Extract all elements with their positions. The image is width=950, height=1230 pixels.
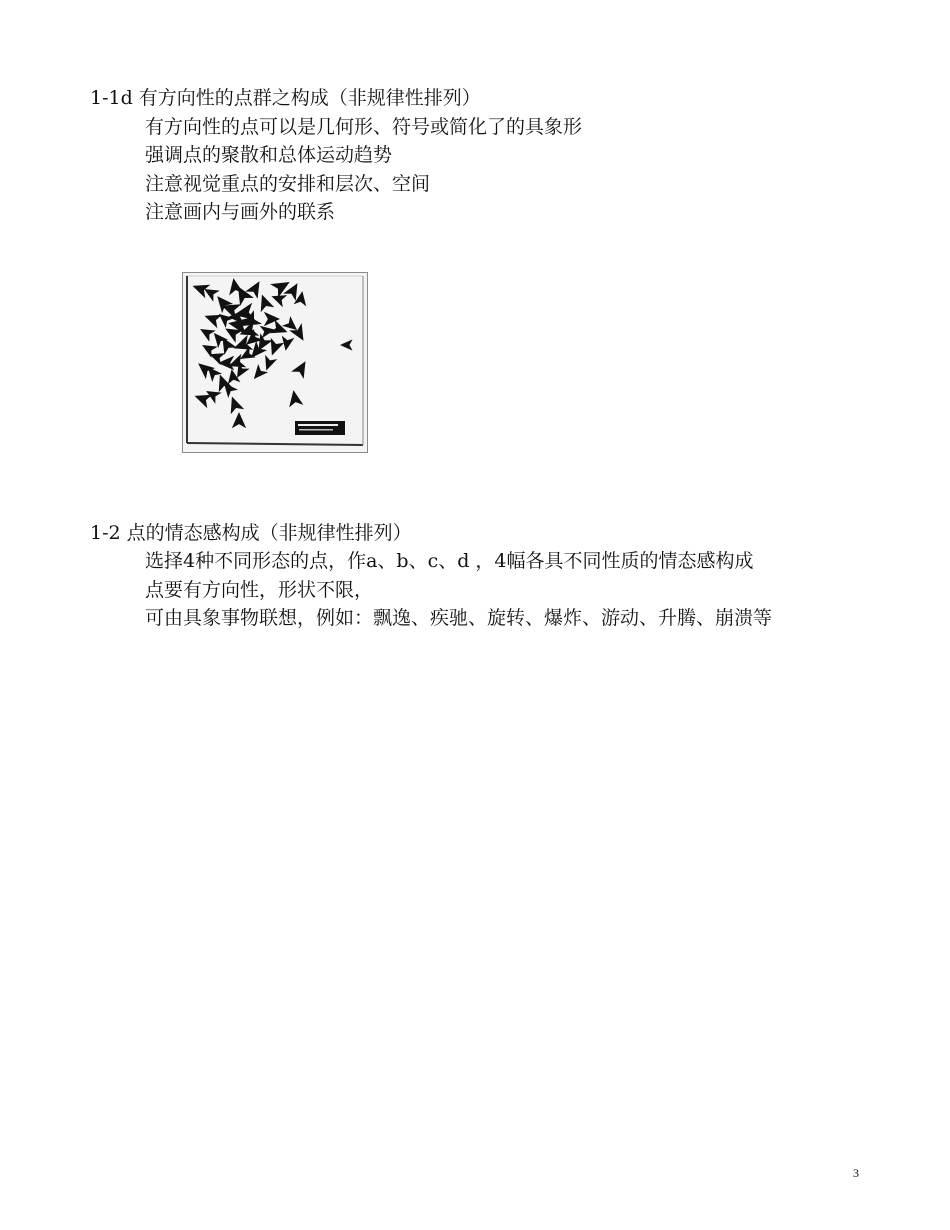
section-1-line-1: 有方向性的点可以是几何形、符号或简化了的具象形: [145, 116, 583, 138]
caption-label-line-2: [299, 429, 333, 431]
arrowhead-mark: [270, 275, 294, 298]
caption-label-line-1: [298, 424, 338, 426]
section-2-heading: 1-2 点的情态感构成（非规律性排列）: [90, 522, 412, 544]
section-1-heading: 1-1d 有方向性的点群之构成（非规律性排列）: [90, 87, 481, 109]
section-2-line-2: 点要有方向性，形状不限，: [145, 579, 374, 601]
arrowhead-mark: [232, 412, 246, 428]
arrowhead-mark: [286, 389, 303, 407]
arrowhead-mark: [190, 279, 210, 298]
section-2-line-1: 选择4种不同形态的点，作a、b、c、d ，4幅各具不同性质的情态感构成: [145, 550, 754, 572]
arrowhead-point-cluster-image: [182, 272, 368, 453]
arrowhead-mark: [249, 364, 268, 383]
page-number: 3: [853, 1166, 859, 1180]
arrowhead-mark: [260, 355, 277, 373]
section-1-line-3: 注意视觉重点的安排和层次、空间: [145, 173, 431, 195]
frame-bottom-line: [187, 443, 363, 445]
arrowhead-marks: [190, 275, 353, 428]
arrowhead-mark: [291, 358, 312, 379]
caption-label-box: [295, 421, 345, 435]
section-1-line-2: 强调点的聚散和总体运动趋势: [145, 144, 393, 166]
arrowhead-mark: [340, 339, 353, 350]
arrowhead-mark: [202, 309, 222, 328]
arrowhead-cluster-graphic: [183, 273, 367, 452]
section-1-line-4: 注意画内与画外的联系: [145, 201, 336, 223]
section-2-line-3: 可由具象事物联想，例如：飘逸、疾驰、旋转、爆炸、游动、升腾、崩溃等: [145, 607, 773, 629]
arrowhead-mark: [197, 323, 216, 341]
